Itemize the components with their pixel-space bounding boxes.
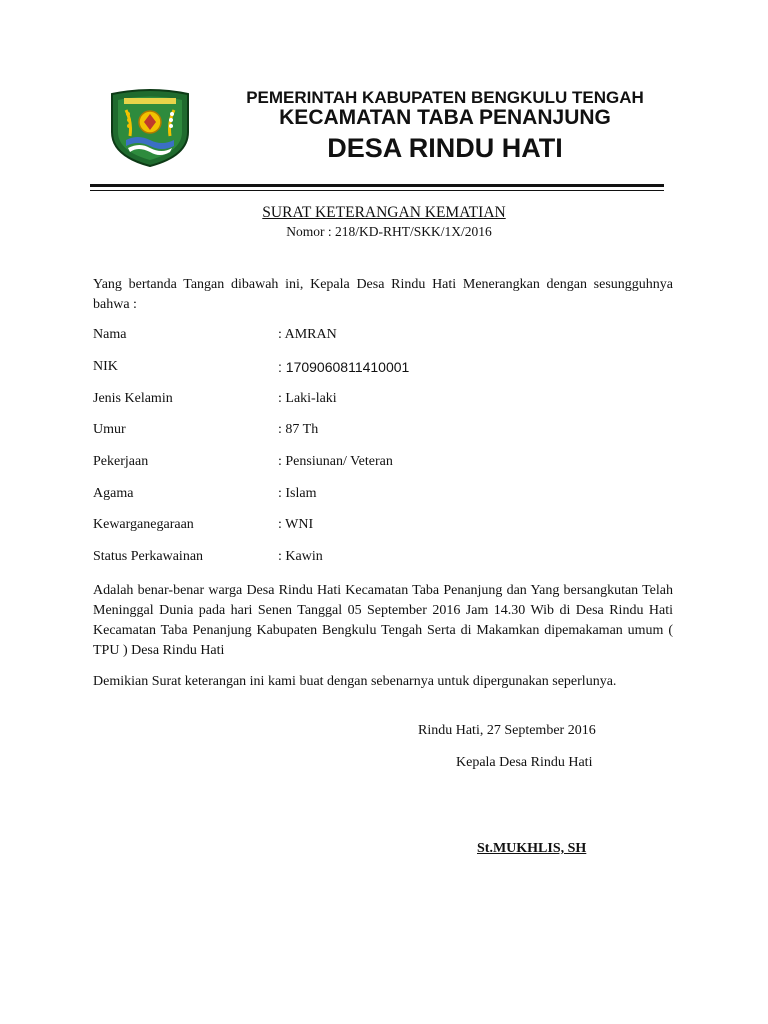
field-label: Kewarganegaraan	[93, 517, 194, 532]
field-value: : AMRAN	[278, 327, 337, 342]
place-date: Rindu Hati, 27 September 2016	[418, 723, 596, 738]
header-rule-thick	[90, 184, 664, 187]
signatory-position: Kepala Desa Rindu Hati	[456, 755, 593, 770]
field-value: : Kawin	[278, 549, 323, 564]
field-value: : Pensiunan/ Veteran	[278, 454, 393, 469]
statement-paragraph: Adalah benar-benar warga Desa Rindu Hati Kecamatan Taba Penanjung dan Yang bersangkutan Telah Meninggal Dunia pada hari Senen Tanggal 05 September 2016 Jam 14.30 Wib di Desa Rindu Hati Kecamatan Taba Penanjung Kabupaten Bengkulu Tengah Serta di Makamkan dipemakaman umum ( TPU ) Desa Rindu Hati	[93, 583, 673, 658]
intro-paragraph: Yang bertanda Tangan dibawah ini, Kepala Desa Rindu Hati Menerangkan dengan sesungguhnya bahwa :	[93, 277, 673, 312]
field-label: Status Perkawainan	[93, 549, 204, 564]
village-line: DESA RINDU HATI	[327, 133, 563, 163]
field-label: NIK	[93, 359, 118, 374]
header-rule-thin	[90, 190, 664, 191]
letter-number: Nomor : 218/KD-RHT/SKK/1X/2016	[286, 224, 492, 239]
field-value: : 1709060811410001	[278, 359, 410, 375]
letter-title: SURAT KETERANGAN KEMATIAN	[262, 204, 506, 221]
field-value: : 87 Th	[278, 422, 319, 437]
field-value: : Islam	[278, 486, 317, 501]
field-label: Agama	[93, 486, 134, 501]
regency-coat-of-arms-icon	[108, 88, 192, 168]
field-value: : WNI	[278, 517, 314, 532]
government-line: PEMERINTAH KABUPATEN BENGKULU TENGAH	[246, 88, 644, 107]
district-line: KECAMATAN TABA PENANJUNG	[279, 106, 611, 129]
closing-paragraph: Demikian Surat keterangan ini kami buat dengan sebenarnya untuk dipergunakan seperlunya.	[93, 674, 617, 689]
field-value: : Laki-laki	[278, 391, 337, 406]
signatory-name: St.MUKHLIS, SH	[477, 841, 587, 856]
field-label: Nama	[93, 327, 127, 342]
field-label: Pekerjaan	[93, 454, 149, 469]
field-label: Jenis Kelamin	[93, 391, 173, 406]
field-label: Umur	[93, 422, 126, 437]
